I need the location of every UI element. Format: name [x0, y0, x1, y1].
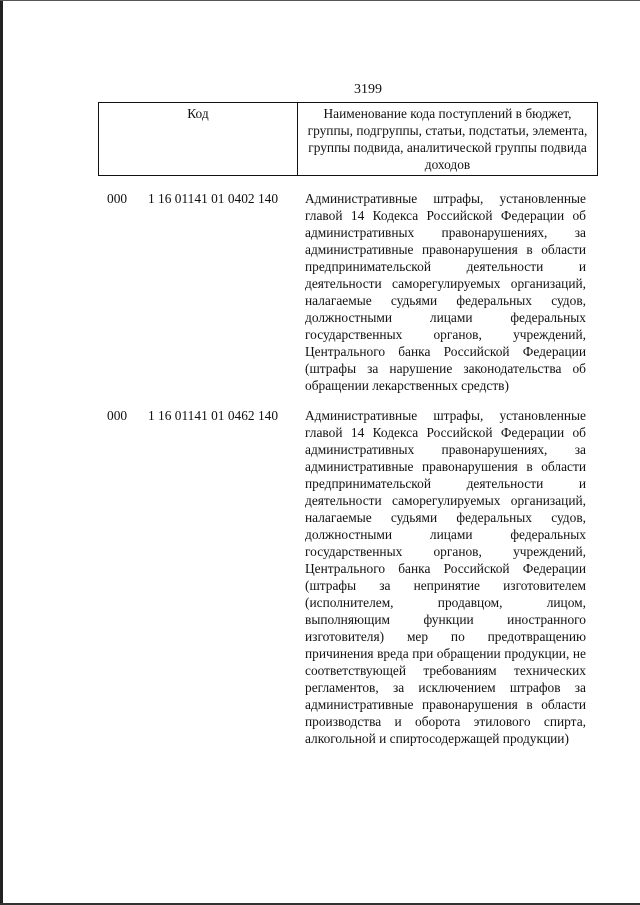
name-column-header: Наименование кода поступлений в бюджет, группы, подгруппы, статьи, подстатьи, элемента, группы подвида, аналитической группы подвида доходов: [298, 103, 598, 176]
admin-code: 000: [107, 191, 128, 206]
revenue-code-entry: [98, 407, 598, 747]
budget-classification-code: 1 16 01141 01 0402 140: [148, 191, 279, 206]
code-description: Административные штрафы, установленные главой 14 Кодекса Российской Федерации об административных правонарушениях, за административные правонарушения в области предпринимательской деятельности и деятельности саморегулируемых организаций, налагаемые судьями федеральных судов, должностными лицами федеральных государственных органов, учреждений, Центрального банка Российской Федерации (штрафы за непринятие изготовителем (исполнителем, продавцом, лицом, выполняющим функции иностранного изготовителя) мер по предотвращению причинения вреда при обращении продукции, не соответствующей требованиям технических регламентов, за исключением штрафов за административные правонарушения в области производства и оборота этилового спирта, алкогольной и спиртосодержащей продукции): [305, 408, 586, 746]
code-column-header: Код: [99, 103, 298, 176]
header-table: [98, 102, 598, 176]
admin-code: 000: [107, 408, 128, 423]
page-edge-top: [0, 0, 640, 1]
page-number: 3199: [354, 82, 382, 97]
header-row: [99, 103, 598, 176]
code-description: Административные штрафы, установленные главой 14 Кодекса Российской Федерации об административных правонарушениях, за административные правонарушения в области предпринимательской деятельности и деятельности саморегулируемых организаций, налагаемые судьями федеральных судов, должностными лицами федеральных государственных органов, учреждений, Центрального банка Российской Федерации (штрафы за нарушение законодательства об обращении лекарственных средств): [305, 191, 586, 393]
budget-classification-code: 1 16 01141 01 0462 140: [148, 408, 279, 423]
revenue-code-entry: [98, 190, 598, 394]
page-edge-left: [0, 0, 3, 905]
